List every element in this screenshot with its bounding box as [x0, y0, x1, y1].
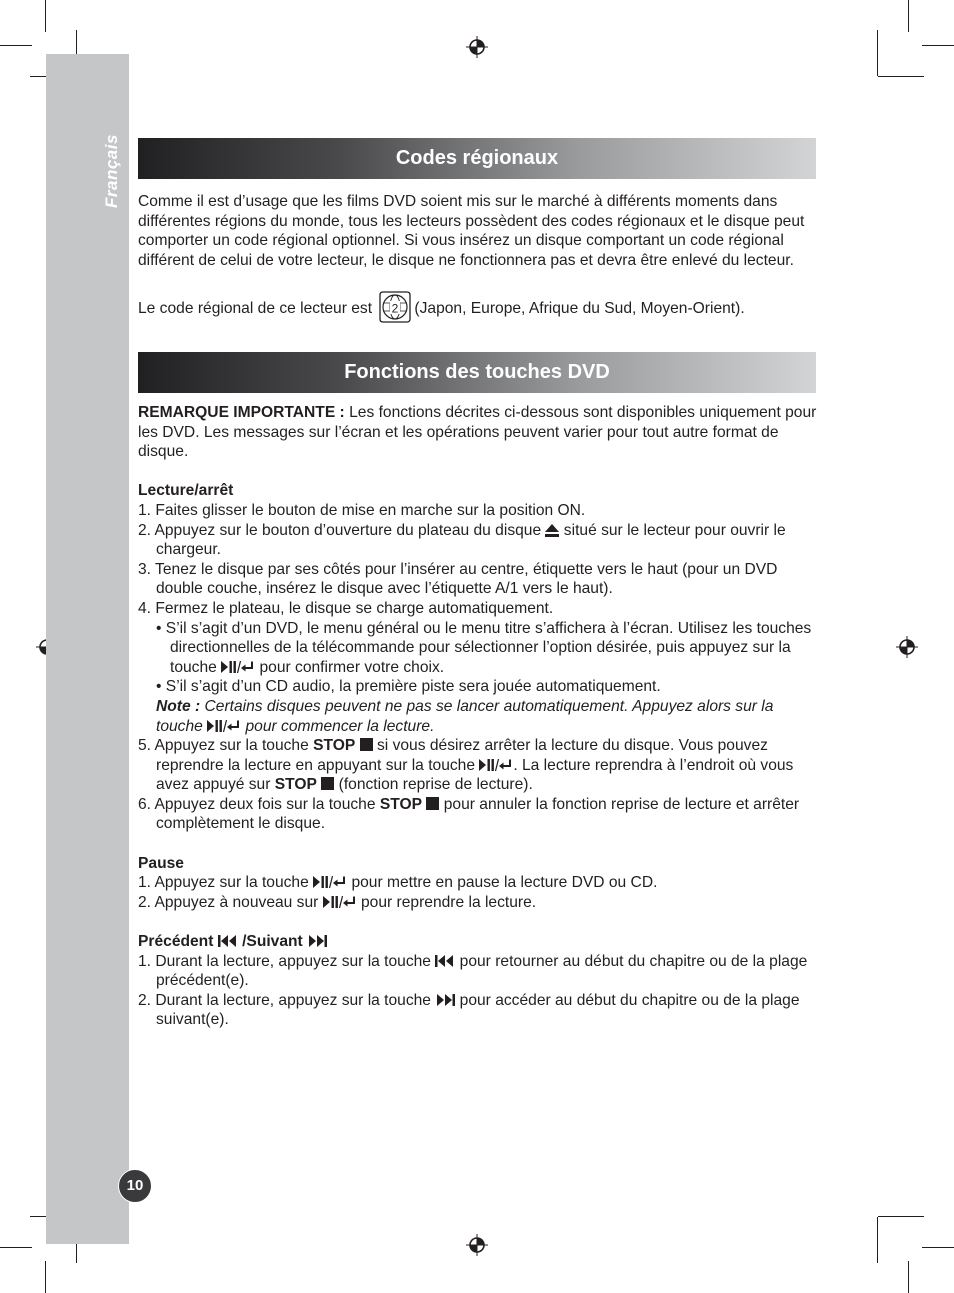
region-code-prefix: Le code régional de ce lecteur est [138, 299, 373, 317]
language-tab: Français [102, 134, 121, 208]
stop-icon [426, 797, 439, 810]
dvd-functions-body [138, 403, 818, 1030]
remark-label: REMARQUE IMPORTANTE : [138, 404, 345, 421]
pause-step-2 [138, 893, 818, 913]
skip-next-icon [307, 934, 327, 948]
play-step-2 [138, 521, 818, 560]
step-5-text-resume: . La lecture reprendra à l’endroit où vous avez appuyé sur [156, 756, 794, 794]
pause-step-1-text-end: pour mettre en pause la lecture DVD ou CD. [347, 874, 658, 892]
stop-icon [360, 738, 373, 751]
heading-prev-label: Précédent [138, 933, 218, 951]
play-step-3: 3. Tenez le disque par ses côtés pour l’insérer au centre, étiquette vers le haut (pour un DVD double couche, insérez le disque avec l’étiquette A/1 vers le haut). [138, 560, 778, 598]
play-step-2-text-end: situé sur le lecteur pour ouvrir le chargeur. [156, 521, 786, 559]
region-code-number: 2 [392, 301, 399, 316]
remark-text: Les fonctions décrites ci-dessous sont disponibles uniquement pour les DVD. Les messages sur l’écran et les opérations peuvent varier pour tout autre format de disque. [138, 404, 817, 461]
step-6-text: 6. Appuyez deux fois sur la touche [138, 795, 380, 813]
section-heading-dvd-functions: Fonctions des touches DVD [138, 352, 816, 393]
region-code-suffix: (Japon, Europe, Afrique du Sud, Moyen-Orient). [414, 299, 745, 317]
skip-step-1-text-end: pour retourner au début du chapitre ou de la plage précédent(e). [156, 952, 808, 990]
region-code-disc-icon [376, 290, 414, 324]
skip-step-1 [138, 952, 818, 991]
play-pause-enter-icon [207, 719, 241, 733]
step-5-text: 5. Appuyez sur la touche [138, 737, 314, 755]
crop-mark [878, 1216, 924, 1217]
play-pause-enter-icon [221, 660, 255, 674]
registration-mark-icon [896, 636, 918, 658]
skip-step-2-text: 2. Durant la lecture, appuyez sur la touche [138, 991, 436, 1009]
heading-next-label: /Suivant [237, 933, 308, 951]
note-text: Certains disques peuvent ne pas se lancer automatiquement. Appuyez alors sur la touche [156, 697, 774, 735]
pause-step-2-text-end: pour reprendre la lecture. [356, 893, 537, 911]
crop-mark [45, 1261, 46, 1293]
crop-mark [922, 45, 954, 46]
pause-step-2-text: 2. Appuyez à nouveau sur [138, 893, 323, 911]
eject-icon [545, 524, 559, 537]
note-text-end: pour commencer la lecture. [241, 717, 435, 735]
skip-previous-icon [218, 934, 238, 948]
page-number: 10 [118, 1169, 152, 1203]
step-5-text-mid: si vous désirez arrêter la lecture du disque. Vous pouvez reprendre la lecture en appuyant sur la touche [156, 737, 768, 774]
skip-previous-icon [435, 954, 455, 968]
step-6-text-end: pour annuler la fonction reprise de lecture et arrêter complètement le disque. [156, 795, 800, 833]
registration-mark-icon [466, 36, 488, 58]
crop-mark [0, 45, 32, 46]
section-heading-region-codes: Codes régionaux [138, 138, 816, 179]
side-tab-bar [46, 54, 129, 1244]
region-code-line [138, 290, 818, 324]
skip-next-icon [435, 993, 455, 1007]
crop-mark [878, 76, 924, 77]
play-pause-enter-icon [313, 875, 347, 889]
stop-label: STOP [313, 737, 356, 755]
skip-step-2-text-end: pour accéder au début du chapitre ou de la plage suivant(e). [156, 991, 800, 1029]
region-codes-body [138, 192, 818, 324]
heading-prev-next [138, 932, 818, 952]
skip-step-1-text: 1. Durant la lecture, appuyez sur la touche [138, 952, 436, 970]
play-step-4: 4. Fermez le plateau, le disque se charge automatiquement. [138, 599, 554, 617]
stop-label: STOP [379, 795, 423, 813]
crop-mark [908, 1261, 909, 1293]
crop-mark [922, 1247, 954, 1248]
skip-step-2 [138, 991, 818, 1030]
crop-mark [908, 0, 909, 32]
crop-mark [877, 30, 878, 76]
play-bullet-dvd [138, 619, 818, 678]
step-5-text-end: (fonction reprise de lecture). [334, 776, 533, 794]
stop-icon [321, 777, 334, 790]
crop-mark [45, 0, 46, 32]
play-pause-enter-icon [479, 758, 513, 772]
heading-play-stop: Lecture/arrêt [138, 482, 234, 500]
play-bullet-cd: • S’il s’agit d’un CD audio, la première piste sera jouée automatiquement. [156, 678, 661, 696]
heading-pause: Pause [138, 854, 184, 872]
pause-step-1 [138, 873, 818, 893]
bullet-dvd-text: • S’il s’agit d’un DVD, le menu général ou le menu titre s’affichera à l’écran. Utilisez les touches directionnelles de la télécommande pour sélectionner l’option désirée, puis appuyez sur la touche [156, 619, 812, 676]
play-step-1: 1. Faites glisser le bouton de mise en marche sur la position ON. [138, 501, 586, 519]
important-remark [138, 403, 818, 462]
bullet-dvd-text-end: pour confirmer votre choix. [255, 658, 445, 676]
pause-step-1-text: 1. Appuyez sur la touche [138, 874, 314, 892]
registration-mark-icon [466, 1234, 488, 1256]
play-pause-enter-icon [323, 895, 357, 909]
crop-mark [0, 1247, 32, 1248]
play-note [138, 697, 818, 736]
note-label: Note : [156, 697, 201, 715]
stop-label: STOP [274, 776, 317, 794]
region-intro-paragraph: Comme il est d’usage que les films DVD soient mis sur le marché à différents moments dans différentes régions du monde, tous les lecteurs possèdent des codes régionaux et le disque peut comporter un code régional optionnel. Si vous insérez un disque comportant un code régional différent de celui de votre lecteur, le disque ne fonctionnera pas et devra être enlevé du lecteur. [138, 193, 805, 269]
crop-mark [877, 1217, 878, 1263]
play-step-6 [138, 795, 818, 834]
play-step-2-text: 2. Appuyez sur le bouton d’ouverture du plateau du disque [138, 521, 546, 539]
play-step-5 [138, 736, 818, 795]
